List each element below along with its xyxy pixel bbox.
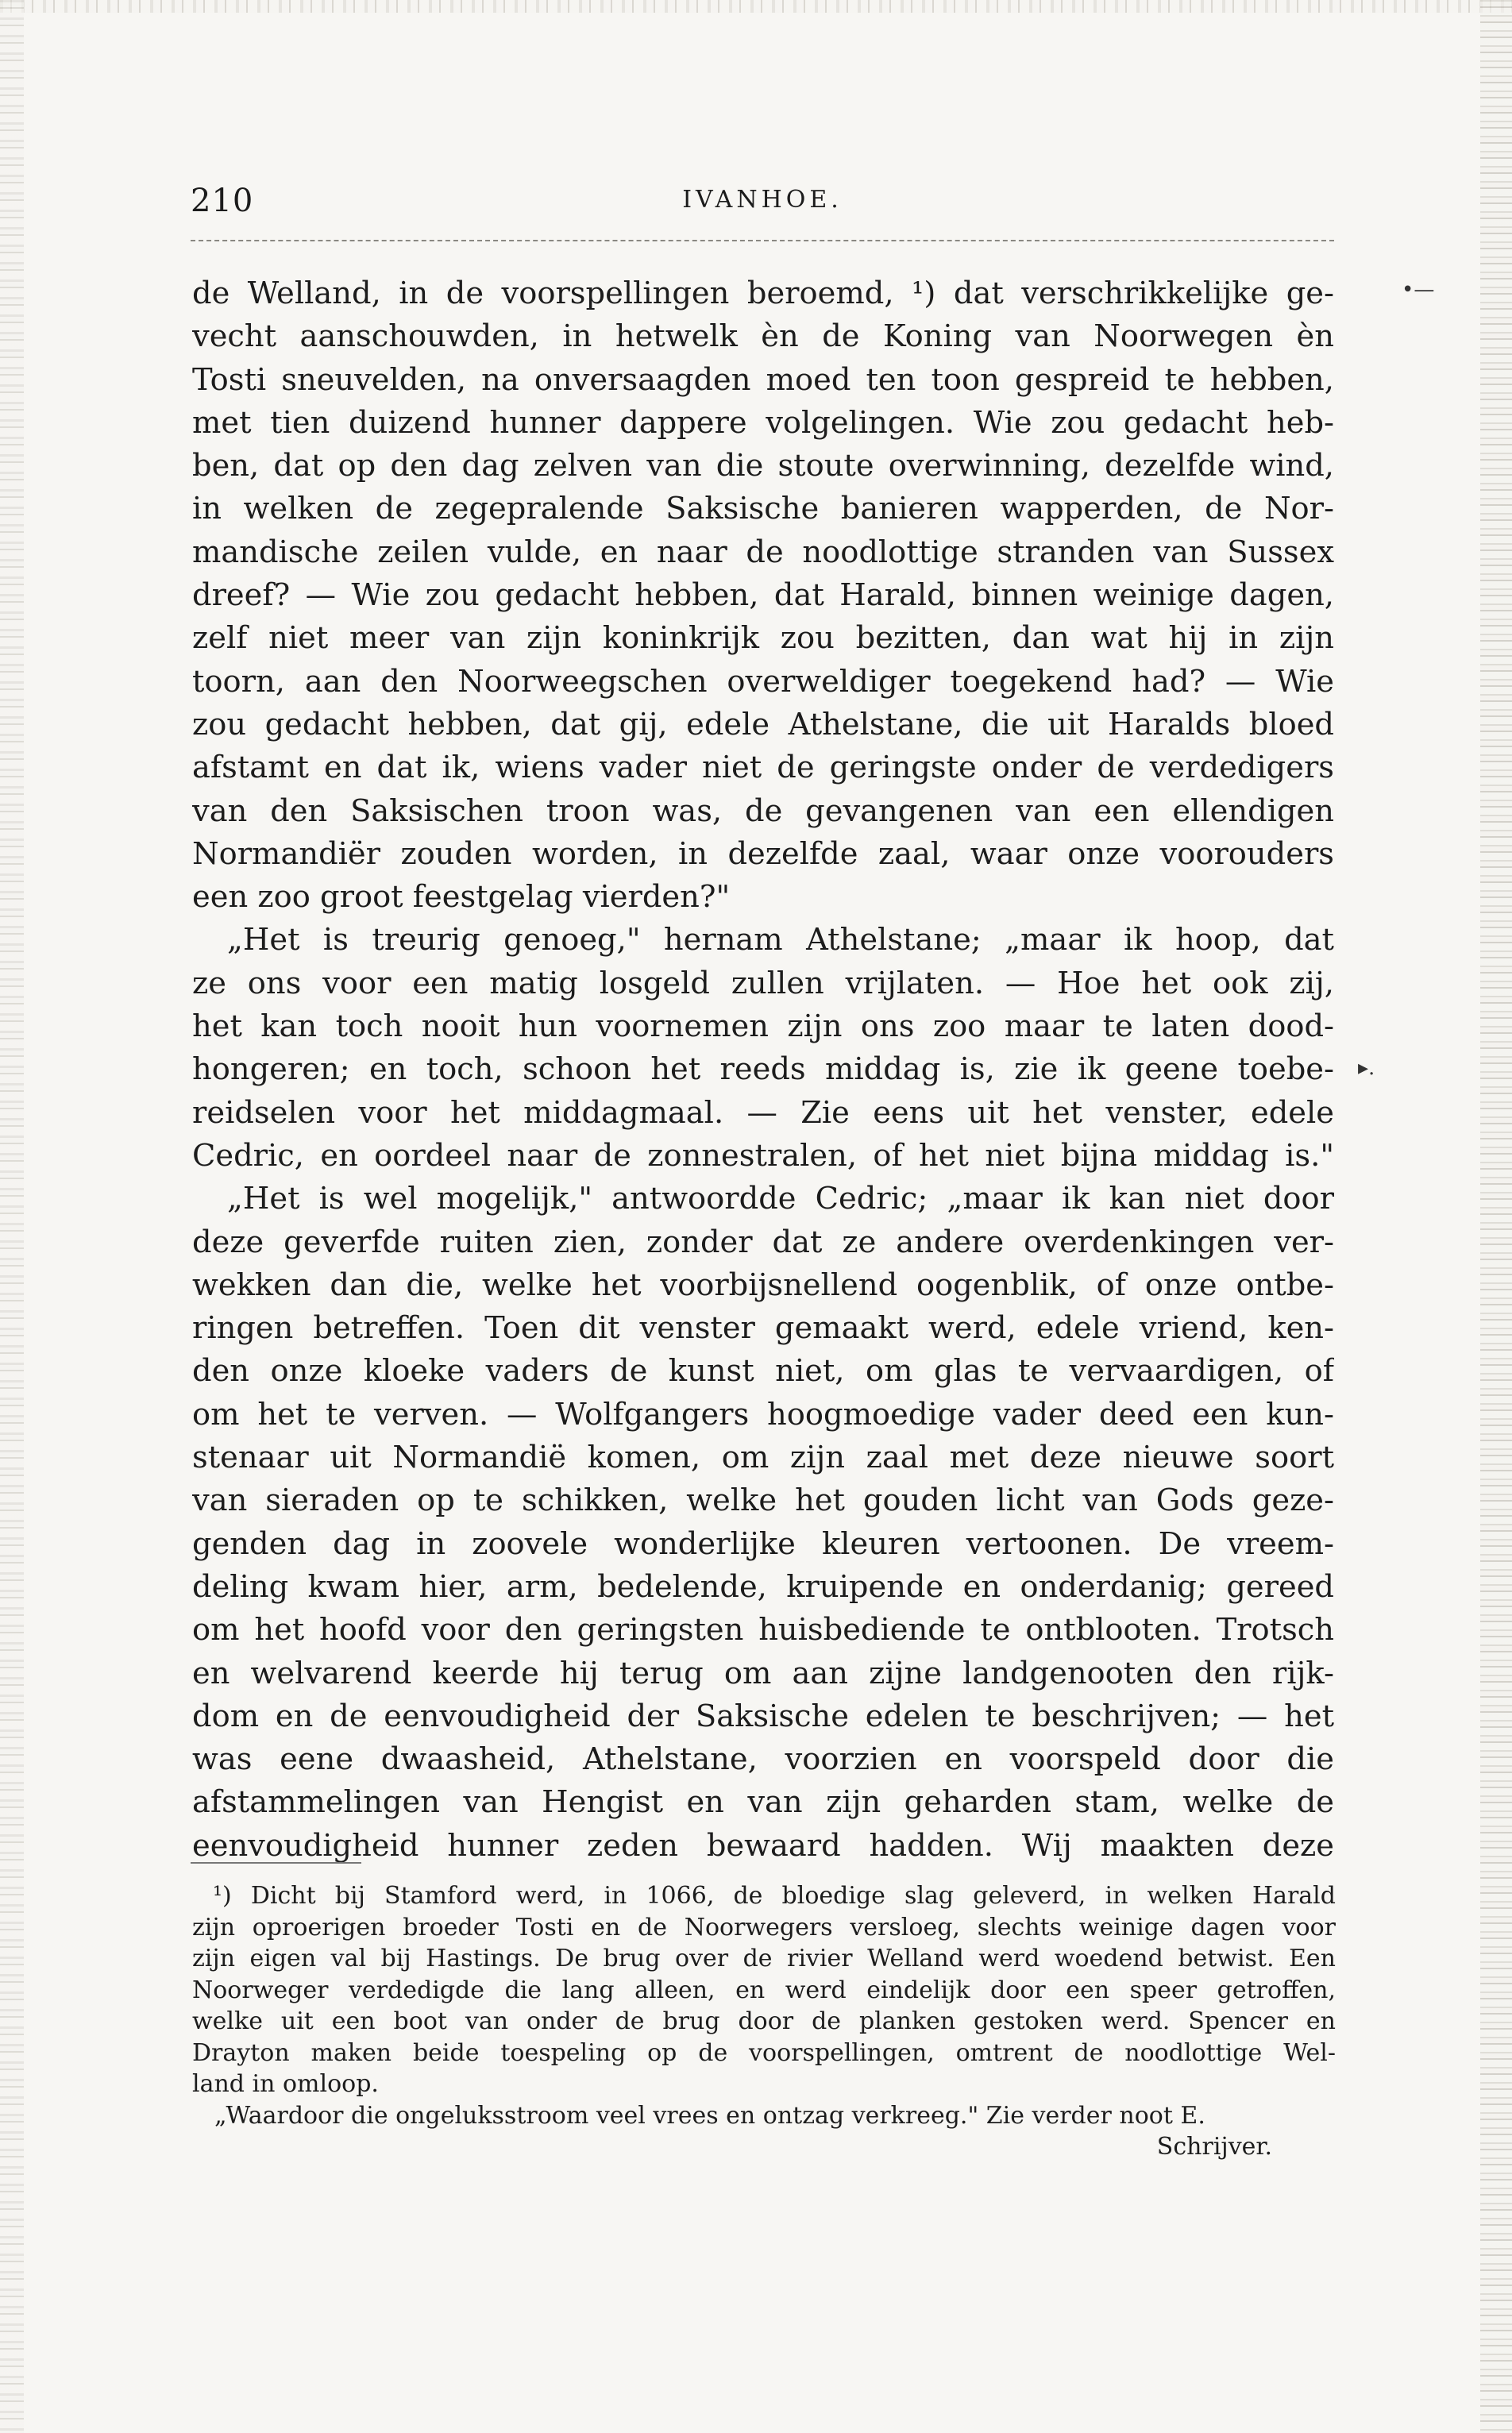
page-header [191,183,1334,230]
footnote-line: Drayton maken beide toespeling op de voorspellingen, omtrent de noodlottige Wel- [192,2038,1336,2067]
scan-edge-left [0,0,24,2433]
text-line: afstammelingen van Hengist en van zijn geharden stam, welke de [192,1784,1334,1821]
scan-edge-top [0,0,1512,13]
paragraph-3 [192,1178,1334,1868]
footnote [192,1880,1336,2163]
text-line: het kan toch nooit hun voornemen zijn ons zoo maar te laten dood- [192,1008,1334,1045]
running-title: IVANHOE. [682,186,843,214]
text-line: genden dag in zoovele wonderlijke kleuren vertoonen. De vreem- [192,1525,1334,1562]
text-line: Normandiër zouden worden, in dezelfde zaal, waar onze voorouders [192,835,1334,872]
footnote-line: welke uit een boot van onder de brug door de planken gestoken werd. Spencer en [192,2007,1336,2035]
text-line: „Het is treurig genoeg," hernam Athelstane; „maar ik hoop, dat [227,922,1334,958]
text-line: afstamt en dat ik, wiens vader niet de geringste onder de verdedigers [192,750,1334,786]
text-line: reidselen voor het middagmaal. — Zie eens uit het venster, edele [192,1094,1334,1131]
page-number: 210 [191,183,254,219]
footnote-line: zijn eigen val bij Hastings. De brug over de rivier Welland werd woedend betwist. Een [192,1945,1336,1972]
text-line: was eene dwaasheid, Athelstane, voorzien en voorspeld door die [192,1741,1334,1778]
margin-mark: ▸. [1358,1056,1375,1080]
text-line: deze geverfde ruiten zien, zonder dat ze andere overdenkingen ver- [192,1224,1334,1260]
footnote-rule [191,1862,361,1864]
text-line: ben, dat op den dag zelven van die stoute overwinning, dezelfde wind, [192,448,1334,484]
paragraph-2 [192,919,1334,1178]
text-line: toorn, aan den Noorweegschen overweldiger toegekend had? — Wie [192,663,1334,700]
text-line: wekken dan die, welke het voorbijsnellend oogenblik, of onze ontbe- [192,1267,1334,1303]
text-line: dom en de eenvoudigheid der Saksische edelen te beschrijven; — het [192,1698,1334,1734]
text-line: zelf niet meer van zijn koninkrijk zou bezitten, dan wat hij in zijn [192,620,1334,657]
text-line: van den Saksischen troon was, de gevangenen van een ellendigen [192,792,1334,829]
footnote-line: ¹) Dicht bij Stamford werd, in 1066, de bloedige slag geleverd, in welken Harald [213,1882,1336,1910]
text-line: hongeren; en toch, schoon het reeds middag is, zie ik geene toebe- [192,1051,1334,1088]
text-line: de Welland, in de voorspellingen beroemd, ¹) dat verschrikkelijke ge- [192,276,1334,311]
text-line: zou gedacht hebben, dat gij, edele Athelstane, die uit Haralds bloed [192,706,1334,742]
text-line: „Het is wel mogelijk," antwoordde Cedric; „maar ik kan niet door [227,1181,1334,1217]
body-text [192,272,1334,1868]
text-line: om het te verven. — Wolfgangers hoogmoedige vader deed een kun- [192,1396,1334,1432]
scan-edge-right [1480,0,1512,2433]
text-line: dreef? — Wie zou gedacht hebben, dat Harald, binnen weinige dagen, [192,577,1334,614]
footnote-quote: „Waardoor die ongeluksstroom veel vrees en ontzag verkreeg." Zie verder noot E. [214,2101,1205,2130]
text-line: deling kwam hier, arm, bedelende, kruipende en onderdanig; gereed [192,1568,1334,1605]
paragraph-1 [192,272,1334,919]
text-line: en welvarend keerde hij terug om aan zijne landgenooten den rijk- [192,1655,1334,1691]
text-line: ringen betreffen. Toen dit venster gemaakt werd, edele vriend, ken- [192,1310,1334,1347]
margin-mark: •— [1402,278,1435,302]
text-line: eenvoudigheid hunner zeden bewaard hadden. Wij maakten deze [192,1827,1334,1864]
text-line: mandische zeilen vulde, en naar de noodlottige stranden van Sussex [192,534,1334,570]
footnote-line: Noorweger verdedigde die lang alleen, en werd eindelijk door een speer getroffen, [192,1976,1336,2004]
text-line: vecht aanschouwden, in hetwelk èn de Koning van Noorwegen èn [192,318,1334,355]
text-line: Tosti sneuvelden, na onversaagden moed ten toon gespreid te hebben, [192,361,1334,398]
footnote-line: zijn oproerigen broeder Tosti en de Noorwegers versloeg, slechts weinige dagen voor [192,1913,1336,1941]
text-line: een zoo groot feestgelag vierden?" [192,879,731,916]
footnote-signature: Schrijver. [1156,2133,1272,2161]
text-line: stenaar uit Normandië komen, om zijn zaal met deze nieuwe soort [192,1440,1334,1476]
text-line: den onze kloeke vaders de kunst niet, om glas te vervaardigen, of [192,1353,1334,1390]
text-line: ze ons voor een matig losgeld zullen vrijlaten. — Hoe het ook zij, [192,965,1334,1001]
header-rule [191,240,1334,241]
text-line: in welken de zegepralende Saksische banieren wapperden, de Nor- [192,491,1334,527]
text-line: met tien duizend hunner dappere volgelingen. Wie zou gedacht heb- [192,404,1334,441]
text-line: Cedric, en oordeel naar de zonnestralen, of het niet bijna middag is." [192,1137,1334,1174]
text-line: om het hoofd voor den geringsten huisbediende te ontblooten. Trotsch [192,1612,1334,1648]
text-line: van sieraden op te schikken, welke het gouden licht van Gods geze- [192,1483,1334,1519]
footnote-line: land in omloop. [192,2070,379,2098]
